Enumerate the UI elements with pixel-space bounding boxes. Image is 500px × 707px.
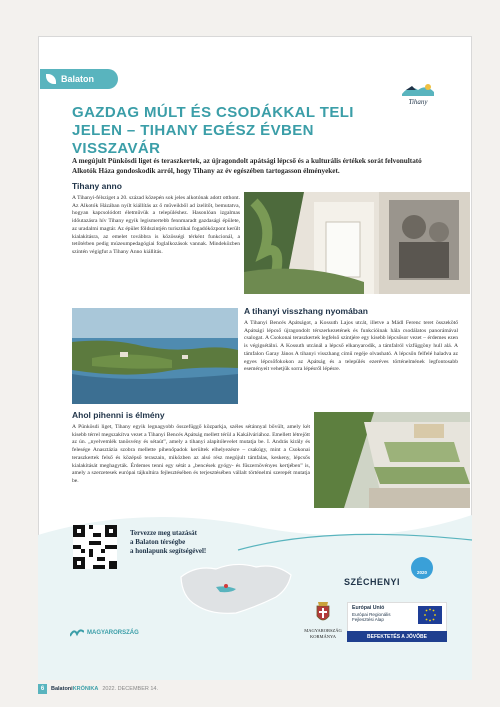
wave-icon [70,628,84,638]
brand-part-a: Balatoni [51,686,73,692]
eu-flag-icon [418,606,442,624]
promo-line-1: Tervezze meg utazását [130,529,197,537]
crest-icon [313,600,333,624]
szechenyi-2020-badge [411,557,433,579]
photo-alkotok-haza [244,192,470,294]
gov-line-2: KORMÁNYA [309,633,336,639]
tihany-logo [398,80,438,110]
body-pihenni: A Pünkösdi liget, Tihany egyik legnagyobb összefüggő közparkja, széles sétánnyal bővült, amely két kisebb térrel megszakítva vezet a Tihanyi Bencés Apátság mellett térül a Kakálváriához. Emellett létrejött az ún. „nyelvemlék tanösvény és sétaút”, amely a tihanyi alapítólevelet mutatja be. I. András király és felesége Anasztázia szobra mellette pihenőpadok kerültek elhelyezésre – csakúgy, mint a Csokonai teraszkertek felső és középső teraszain, miközben az alsó rész megújult támfalas, keskeny, lépcsős kialakítását meghagyták. Érdemes tenni egy sétát a „bencések gyógy- és fűszernövényes kertjében” is, amely a szerzetesek európai tájkultúra fejlesztésében és terjesztésében vállalt történelmi szerepét mutatja be. [72,424,310,484]
brand-part-b: KRÓNIKA [72,686,99,692]
promo-text [130,529,206,556]
leaf-icon [46,74,56,84]
eu-line-3: Fejlesztési Alap [352,617,384,623]
heading-anno: Tihany anno [72,181,122,191]
body-nyomaban: A Tihanyi Bencés Apátságot, a Kossuth Lajos utcát, illetve a Mádl Ferenc teret összekötő Apátsági lépcső újragondolt térszerkezetének és funkcióinak hála csodálatos panorámával csalogat. A Csokonai teraszkertek legfelső szintjére egy kisebb lépcsősor vezet – érdemes ezen is végigsétálni. A Kossuth utcánál a lépcső elkanyarodik, a támfalról vízfüggöny hull alá. A támfalon Garay János A tihanyi visszhang című regéje olvasható. A lépcsőn felfelé haladva az egyes lépcsőfokokon az Apátság és a település ezeréves történelmének legfontosabb eseményeit vehetjük sorra lépésről lépésre. [244,320,458,373]
promo-line-2: a Balaton térségbe [130,538,186,546]
government-label [298,628,348,639]
invest-banner: BEFEKTETÉS A JÖVŐBE [347,631,447,642]
szechenyi-year: 2020 [416,570,427,575]
page-number: 6 [38,684,47,694]
article-title: GAZDAG MÚLT ÉS CSODÁKKAL TELI JELEN – TIHANY EGÉSZ ÉVBEN VISSZAVÁR [72,104,354,157]
article-lead: A megújult Pünkösdi liget és teraszkertek, az újragondolt apátsági lépcső és a kulturális értékek sorát felvonultató Alkotók Háza gondoskodik arról, hogy Tihany az év egészében tartogasson élményeket. [72,157,422,175]
body-anno: A Tihanyi-félsziget a 20. század közepén sok jeles alkotónak adott otthont. Az Alkotók Házában nyílt kiállítás az ő műveikből ad ízelítőt, bemutatva, hogyan kapcsolódott életművük a településhez. Hasonlóan izgalmas időutazásra hív Tihany egyik legismertebb fennmaradt gazdasági épülete, az uradalmi magtár. Az épület földszintjén turisztikai fogadóközpont került kialakításra, az emelet továbbra is közösségi térként funkcionál, a tetőtérben pedig múzeumpedagógiai foglalkozások vannak. Mindeközben szintén végigfut a Tihany Anno kiállítás. [72,195,240,255]
eu-line-2: Európai Regionális [352,611,391,617]
szechenyi-label: SZÉCHENYI [344,577,401,587]
gov-line-1: MAGYARORSZÁG [304,628,342,633]
magyarorszag-text: MAGYARORSZÁG [87,630,139,636]
photo-teraszkertek [314,412,470,508]
magyarorszag-logo [70,628,139,638]
page-footer [38,682,158,696]
heading-nyomaban: A tihanyi visszhang nyomában [244,306,368,316]
footer-date: 2022. DECEMBER 14. [102,686,159,692]
qr-code[interactable] [73,525,117,569]
logo-text: Tihany [408,98,428,106]
hungary-map [176,557,296,619]
promo-line-3: a honlapunk segítségével! [130,547,207,555]
section-tag-label: Balaton [61,74,95,84]
eu-line-1: Európai Unió [352,605,385,611]
section-tag [40,69,118,89]
heading-pihenni: Ahol pihenni is élmény [72,410,165,420]
photo-tihany-aerial [72,308,238,404]
footer-brand [51,686,98,692]
